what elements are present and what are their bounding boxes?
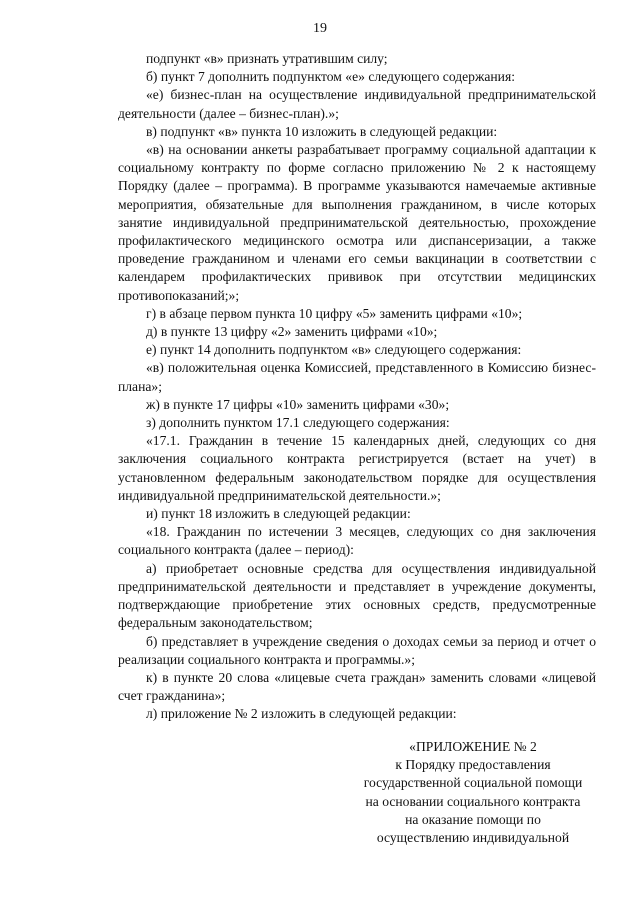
annex-line: государственной социальной помощи bbox=[363, 775, 583, 791]
annex-line: к Порядку предоставления bbox=[395, 757, 551, 773]
annex-line: осуществлению индивидуальной bbox=[376, 830, 570, 846]
annex-line: на оказание помощи по bbox=[405, 811, 541, 827]
annex-line: на основании социального контракта bbox=[365, 793, 581, 809]
paragraph-quote-e-business-plan: «е) бизнес-план на осуществление индивидуальной предпринимательской деятельности (далее – бизнес-план).»; bbox=[118, 87, 596, 121]
paragraph-subitem-v-void: подпункт «в» признать утратившим силу; bbox=[146, 51, 388, 66]
paragraph-i-item18: и) пункт 18 изложить в следующей редакции: bbox=[146, 506, 411, 522]
paragraph-zh-item17: ж) в пункте 17 цифры «10» заменить цифрами «30»; bbox=[146, 396, 450, 412]
paragraph-z-item17-1: з) дополнить пунктом 17.1 следующего содержания: bbox=[146, 415, 450, 431]
paragraph-quote-18: «18. Гражданин по истечении 3 месяцев, следующих со дня заключения социального контракта (далее – период): bbox=[118, 524, 596, 558]
paragraph-l-annex2: л) приложение № 2 изложить в следующей редакции: bbox=[146, 706, 457, 722]
paragraph-quote-v-assessment: «в) положительная оценка Комиссией, представленного в Комиссию бизнес-плана»; bbox=[118, 360, 596, 394]
paragraph-quote-v-program: «в) на основании анкеты разрабатывает программу социальной адаптации к социальному контракту по форме согласно приложению № 2 к настоящему Порядку (далее – программа). В программе указываются намечаемые активные мероприятия, обязательные для выполнения гражданином, в числе которых занятие индивидуальной предпринимательской деятельностью, прохождение профилактического медицинского осмотра или диспансеризации, а также проведение гражданином и членами его семьи вакцинации в соответствии с календарем профилактических прививок при отсутствии медицинских противопоказаний;»; bbox=[118, 142, 596, 303]
paragraph-b-item7: б) пункт 7 дополнить подпунктом «е» следующего содержания: bbox=[146, 69, 515, 85]
page-number: 19 bbox=[313, 21, 327, 36]
annex-heading bbox=[350, 738, 596, 847]
paragraph-d-item13: д) в пункте 13 цифру «2» заменить цифрами «10»; bbox=[146, 324, 438, 340]
paragraph-quote-17-1: «17.1. Гражданин в течение 15 календарных дней, следующих со дня заключения социального контракта регистрируется (встает на учет) в установленном федеральным законодательством порядке для осуществления индивидуальной предпринимательской деятельности.»; bbox=[118, 433, 596, 503]
paragraph-k-item20: к) в пункте 20 слова «лицевые счета граждан» заменить словами «лицевой счет гражданина»; bbox=[118, 669, 596, 704]
paragraph-v-item10: в) подпункт «в» пункта 10 изложить в следующей редакции: bbox=[146, 123, 498, 139]
paragraph-a-fixed-assets: а) приобретает основные средства для осуществления индивидуальной предпринимательской деятельности и представляет в учреждение документы, подтверждающие приобретение этих основных средств, предусмотренные федеральным законодательством; bbox=[118, 560, 596, 631]
annex-title: «ПРИЛОЖЕНИЕ № 2 bbox=[409, 739, 537, 754]
paragraph-b-income-report: б) представляет в учреждение сведения о доходах семьи за период и отчет о реализации социального контракта и программы.»; bbox=[118, 633, 596, 667]
paragraph-g-item10: г) в абзаце первом пункта 10 цифру «5» заменить цифрами «10»; bbox=[146, 305, 523, 321]
document-body bbox=[118, 50, 596, 724]
paragraph-e-item14: е) пункт 14 дополнить подпунктом «в» следующего содержания: bbox=[146, 342, 522, 358]
